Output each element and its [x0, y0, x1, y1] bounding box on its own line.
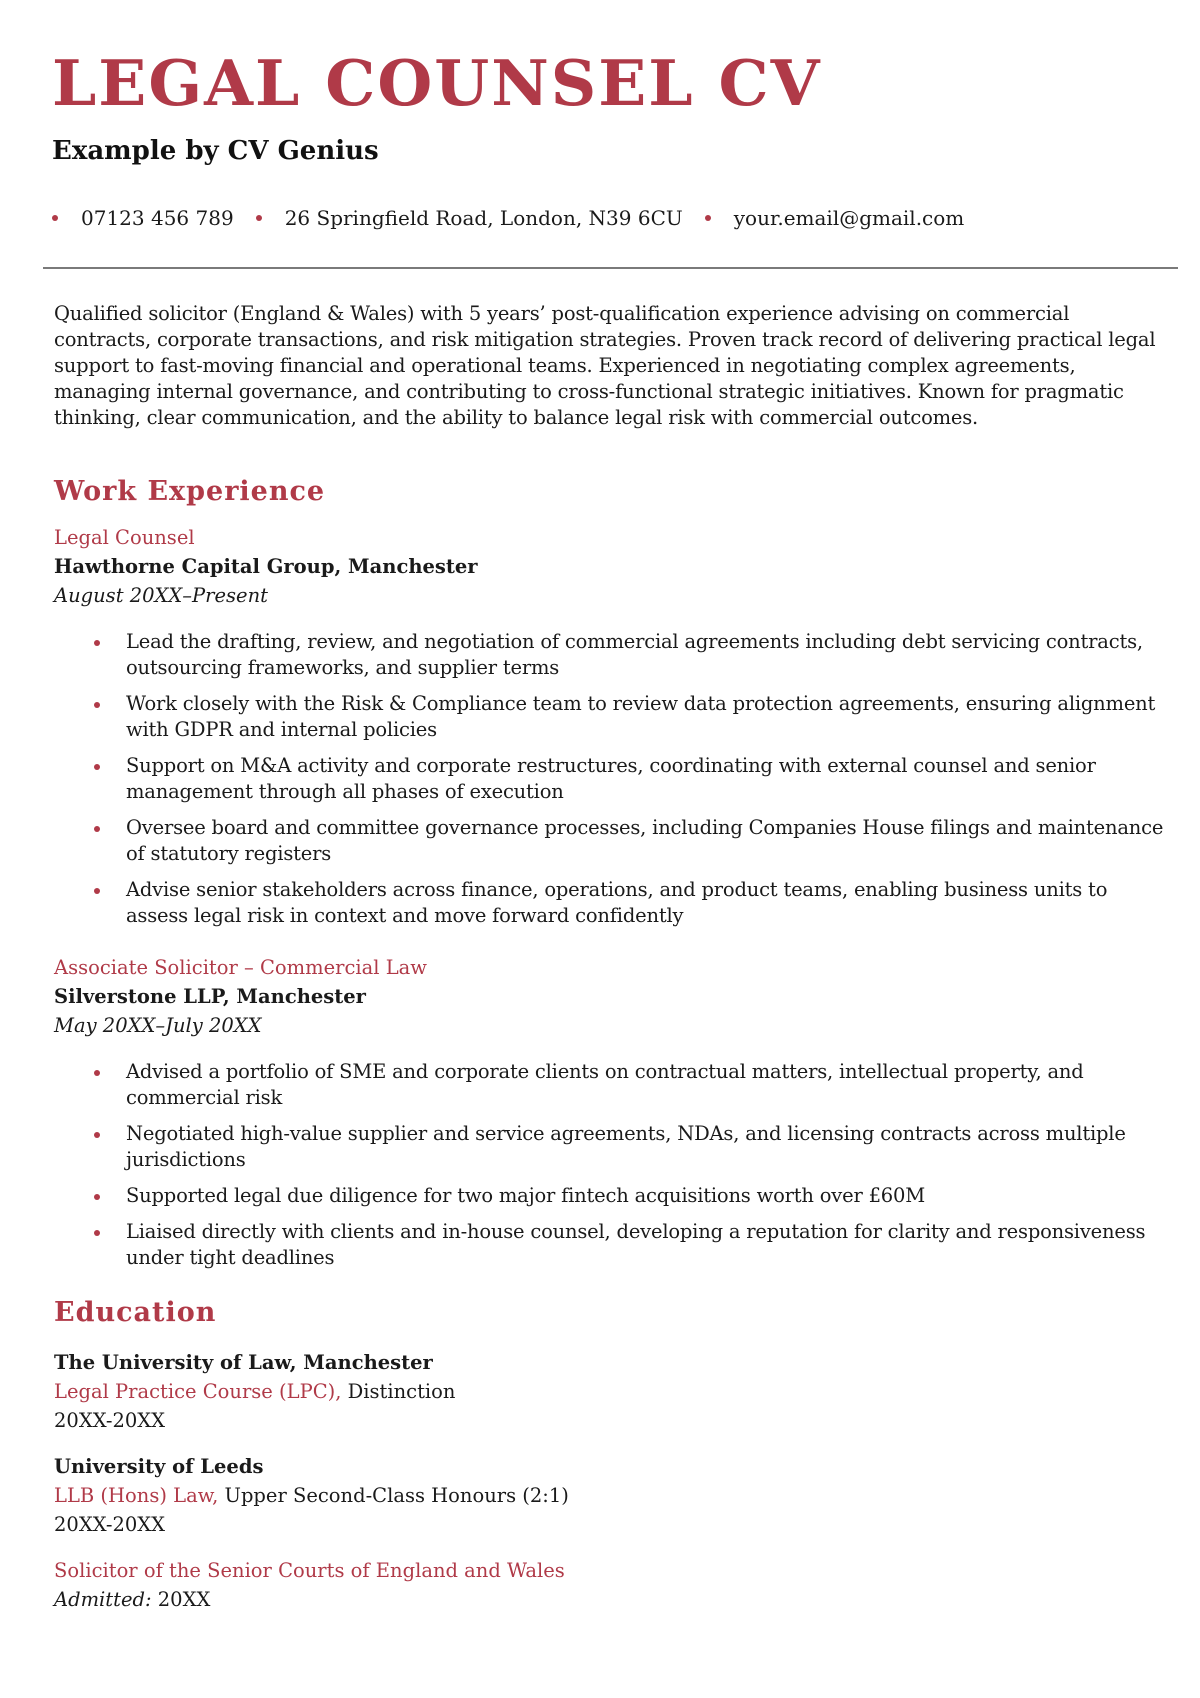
education-course: Legal Practice Course (LPC), — [54, 1379, 342, 1403]
bullet-dot-icon — [94, 826, 100, 832]
education-institution: The University of Law, Manchester — [54, 1350, 433, 1374]
list-item: Negotiated high-value supplier and service agreements, NDAs, and licensing contracts across multiple jurisdictions — [54, 1121, 1164, 1173]
education-result: Upper Second-Class Honours (2:1) — [218, 1483, 569, 1507]
list-item: Supported legal due diligence for two major fintech acquisitions worth over £60M — [54, 1183, 1164, 1209]
bullet-dot-icon — [705, 215, 711, 221]
list-item: Advise senior stakeholders across finance, operations, and product teams, enabling business units to assess legal risk in context and move forward confidently — [54, 877, 1164, 929]
admission-year: 20XX — [151, 1587, 211, 1611]
education-entry — [54, 1454, 1164, 1538]
education-years: 20XX-20XX — [54, 1512, 166, 1536]
education-years: 20XX-20XX — [54, 1408, 166, 1432]
job-dates: May 20XX–July 20XX — [54, 1014, 262, 1038]
education-institution: University of Leeds — [54, 1454, 264, 1478]
admission-title: Solicitor of the Senior Courts of England and Wales — [54, 1558, 565, 1582]
list-item: Work closely with the Risk & Compliance team to review data protection agreements, ensuring alignment with GDPR and internal policies — [54, 691, 1164, 743]
bullet-dot-icon — [94, 640, 100, 646]
bullet-dot-icon — [94, 1070, 100, 1076]
work-experience-heading: Work Experience — [54, 476, 326, 507]
education-qualification — [54, 1483, 1164, 1509]
job-company: Hawthorne Capital Group, Manchester — [54, 555, 478, 579]
contact-address — [256, 206, 683, 230]
email-text: your.email@gmail.com — [733, 206, 965, 230]
address-text: 26 Springfield Road, London, N39 6CU — [284, 206, 683, 230]
bullet-dot-icon — [256, 215, 262, 221]
cv-body — [54, 301, 1164, 1613]
job-title: Associate Solicitor – Commercial Law — [54, 956, 427, 980]
bullet-dot-icon — [94, 1230, 100, 1236]
contact-email — [705, 206, 965, 230]
list-item: Support on M&A activity and corporate restructures, coordinating with external counsel and senior management through all phases of execution — [54, 753, 1164, 805]
job-title: Legal Counsel — [54, 526, 195, 550]
bullet-dot-icon — [52, 215, 58, 221]
list-item: Advised a portfolio of SME and corporate clients on contractual matters, intellectual property, and commercial risk — [54, 1059, 1164, 1111]
admission-label: Admitted: — [54, 1587, 152, 1611]
bullet-dot-icon — [94, 1132, 100, 1138]
contact-bar — [52, 206, 986, 230]
cv-title: LEGAL COUNSEL CV — [52, 46, 822, 120]
header-divider — [43, 267, 1178, 269]
cv-subtitle: Example by CV Genius — [52, 136, 379, 166]
education-entry — [54, 1350, 1164, 1434]
bullet-dot-icon — [94, 888, 100, 894]
education-result: Distinction — [341, 1379, 456, 1403]
list-item: Oversee board and committee governance processes, including Companies House filings and maintenance of statutory registers — [54, 815, 1164, 867]
bullet-dot-icon — [94, 1194, 100, 1200]
bullet-dot-icon — [94, 764, 100, 770]
job-company: Silverstone LLP, Manchester — [54, 985, 366, 1009]
contact-phone — [52, 206, 234, 230]
job-entry — [54, 955, 1164, 1271]
admission-entry — [54, 1558, 1164, 1613]
job-entry — [54, 525, 1164, 929]
list-item: Liaised directly with clients and in-house counsel, developing a reputation for clarity and responsiveness under tight deadlines — [54, 1219, 1164, 1271]
education-heading: Education — [54, 1297, 217, 1329]
admission-line — [54, 1587, 1164, 1613]
job-dates: August 20XX–Present — [54, 584, 268, 608]
job-duties — [54, 1059, 1164, 1271]
profile-summary: Qualified solicitor (England & Wales) with 5 years’ post-qualification experience advising on commercial contracts, corporate transactions, and risk mitigation strategies. Proven track record of delivering practical legal support to fast-moving financial and operational teams. Experienced in negotiating complex agreements, managing internal governance, and contributing to cross-functional strategic initiatives. Known for pragmatic thinking, clear communication, and the ability to balance legal risk with commercial outcomes. — [54, 302, 1156, 429]
phone-text: 07123 456 789 — [81, 206, 234, 230]
job-duties — [54, 629, 1164, 929]
education-qualification — [54, 1379, 1164, 1405]
education-course: LLB (Hons) Law, — [54, 1483, 219, 1507]
list-item: Lead the drafting, review, and negotiation of commercial agreements including debt servicing contracts, outsourcing frameworks, and supplier terms — [54, 629, 1164, 681]
bullet-dot-icon — [94, 702, 100, 708]
